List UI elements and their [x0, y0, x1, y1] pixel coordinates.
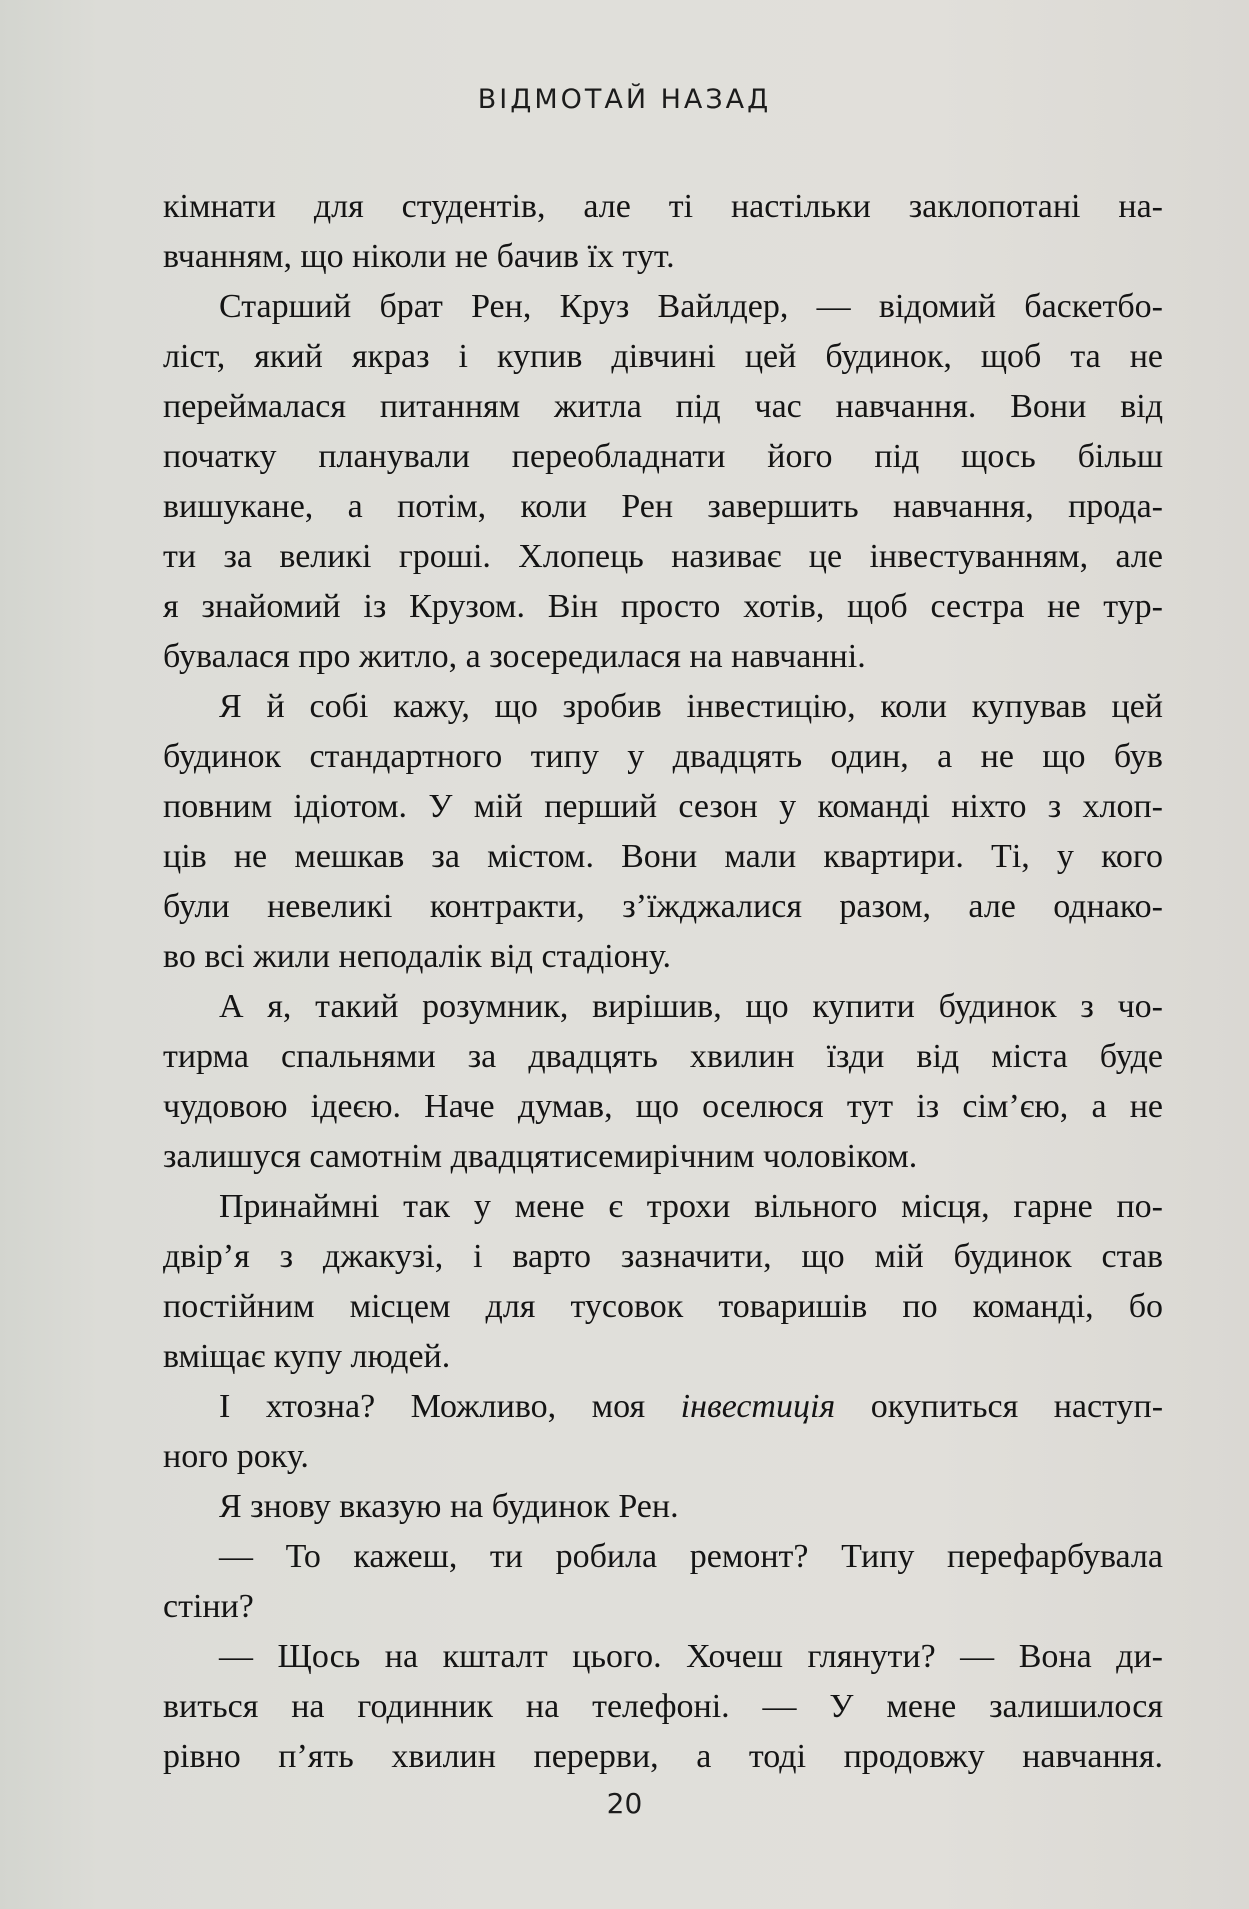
text-line: будинок стандартного типу у двадцять один, а не що був	[163, 738, 1163, 775]
text-line: стіни?	[163, 1588, 254, 1625]
text-line: залишуся самотнім двадцятисемирічним чоловіком.	[163, 1138, 918, 1175]
text-line: вчанням, що ніколи не бачив їх тут.	[163, 238, 675, 275]
dialogue-line: — Щось на кшталт цього. Хочеш глянути? — Вона ди-	[219, 1638, 1163, 1675]
text-line: бувалася про житло, а зосередилася на навчанні.	[163, 638, 866, 675]
text-line: ного року.	[163, 1438, 309, 1475]
paragraph-start-line: Принаймні так у мене є трохи вільного місця, гарне по-	[219, 1188, 1163, 1225]
text-run: окупиться наступ-	[870, 1388, 1164, 1425]
text-line: ти за великі гроші. Хлопець називає це інвестуванням, але	[163, 538, 1163, 575]
text-line: постійним місцем для тусовок товаришів по команді, бо	[163, 1288, 1163, 1325]
text-line: тирма спальнями за двадцять хвилин їзди від міста буде	[163, 1038, 1163, 1075]
text-line: вміщає купу людей.	[163, 1338, 451, 1375]
text-line: чудовою ідеєю. Наче думав, що оселюся тут із сім’єю, а не	[163, 1088, 1163, 1125]
dialogue-line: — То кажеш, ти робила ремонт? Типу перефарбувала	[219, 1538, 1163, 1575]
paragraph-start-line: А я, такий розумник, вирішив, що купити будинок з чо-	[219, 988, 1163, 1025]
body-text	[163, 182, 1163, 1782]
italic-word: інвестиція	[680, 1388, 836, 1425]
paragraph-start-line: Я знову вказую на будинок Рен.	[219, 1488, 679, 1525]
page-number: 20	[606, 1787, 643, 1820]
paragraph-start-line: Старший брат Рен, Круз Вайлдер, — відомий баскетбо-	[219, 288, 1163, 325]
text-line: початку планували переобладнати його під щось більш	[163, 438, 1163, 475]
text-line: ців не мешкав за містом. Вони мали квартири. Ті, у кого	[163, 838, 1163, 875]
text-line: я знайомий із Крузом. Він просто хотів, щоб сестра не тур-	[163, 588, 1163, 625]
text-line: кімнати для студентів, але ті настільки заклопотані на-	[163, 188, 1163, 225]
text-line: переймалася питанням житла під час навчання. Вони від	[163, 388, 1163, 425]
text-line: були невеликі контракти, з’їжджалися разом, але однако-	[163, 888, 1163, 925]
text-line: виться на годинник на телефоні. — У мене залишилося	[163, 1688, 1163, 1725]
text-line: ліст, який якраз і купив дівчині цей будинок, щоб та не	[163, 338, 1163, 375]
text-line: повним ідіотом. У мій перший сезон у команді ніхто з хлоп-	[163, 788, 1163, 825]
paragraph-start-line	[163, 1382, 1163, 1432]
text-line: рівно п’ять хвилин перерви, а тоді продовжу навчання.	[163, 1738, 1163, 1775]
text-line: вишукане, а потім, коли Рен завершить навчання, прода-	[163, 488, 1163, 525]
text-run: І хтозна? Можливо, моя	[219, 1388, 646, 1425]
running-title: ВІДМОТАЙ НАЗАД	[477, 84, 772, 115]
text-line: двір’я з джакузі, і варто зазначити, що мій будинок став	[163, 1238, 1163, 1275]
text-line: во всі жили неподалік від стадіону.	[163, 938, 671, 975]
paragraph-start-line: Я й собі кажу, що зробив інвестицію, коли купував цей	[219, 688, 1163, 725]
